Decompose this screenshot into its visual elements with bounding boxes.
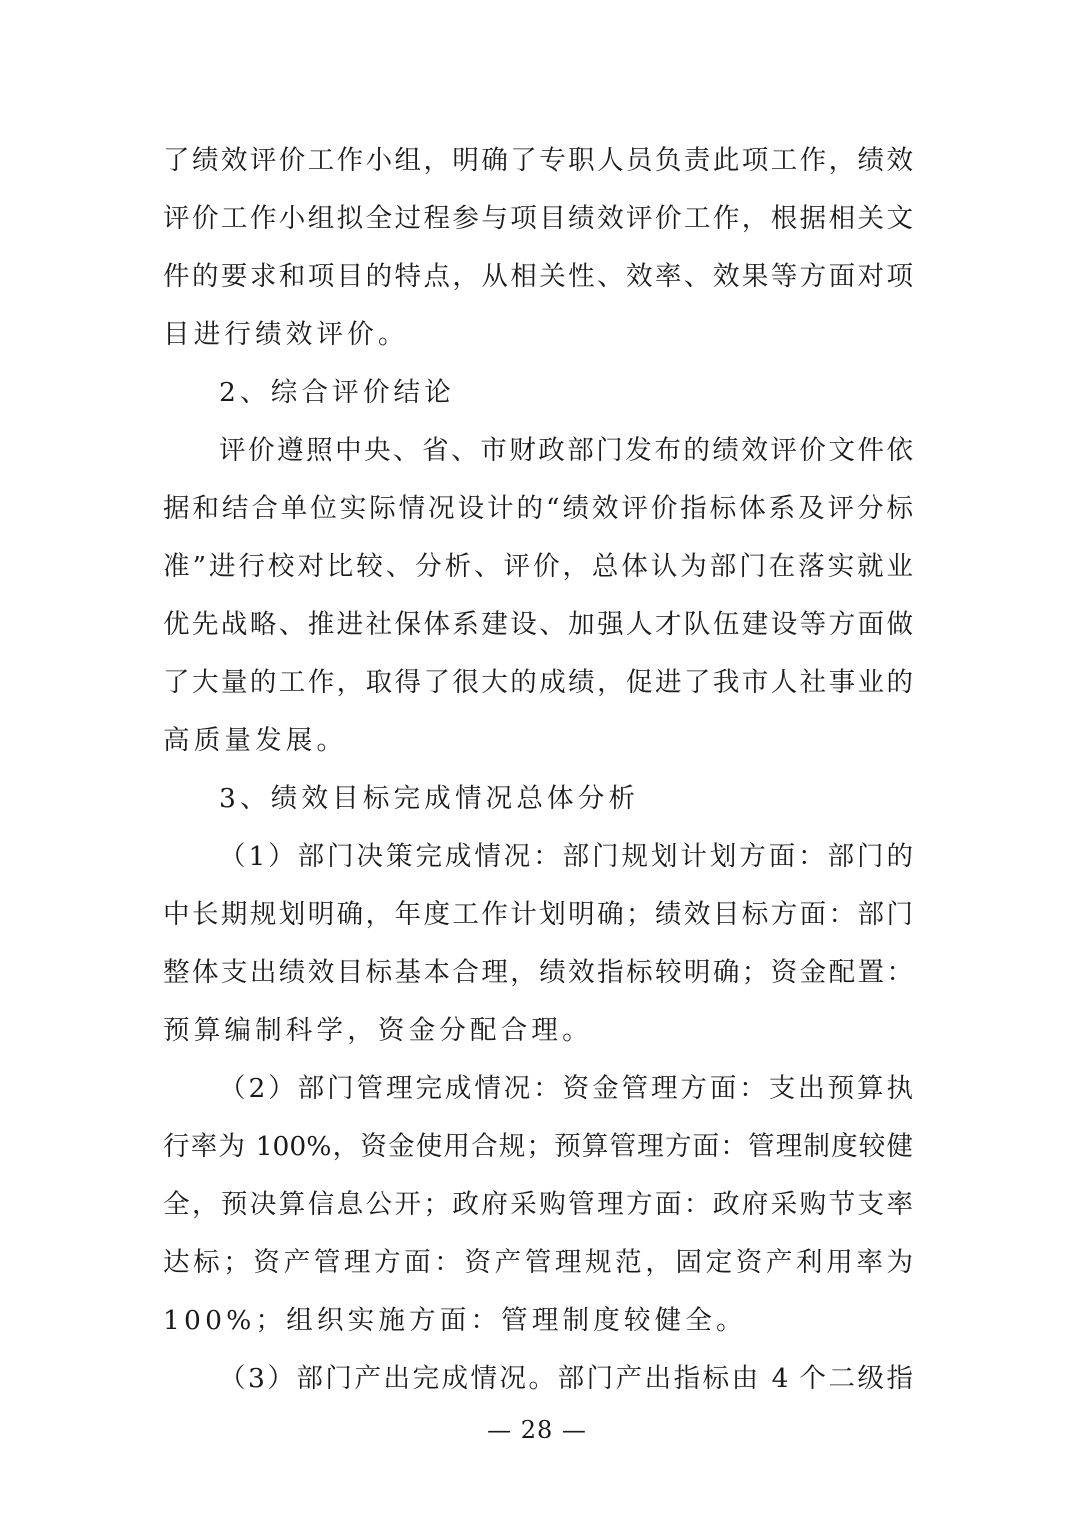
section-heading-2: 2、综合评价结论 [219, 377, 455, 408]
text-line-2: 评价工作小组拟全过程参与项目绩效评价工作，根据相关文 [163, 203, 913, 234]
text-line-17: （2）部门管理完成情况：资金管理方面：支出预算执 [219, 1073, 913, 1104]
page-number: — 28 — [487, 1416, 587, 1444]
section-heading-3: 3、绩效目标完成情况总体分析 [219, 783, 640, 814]
text-line-15: 整体支出绩效目标基本合理，绩效指标较明确；资金配置： [163, 957, 913, 988]
text-line-20: 达标；资产管理方面：资产管理规范，固定资产利用率为 [163, 1247, 913, 1278]
text-line-9: 优先战略、推进社保体系建设、加强人才队伍建设等方面做 [163, 609, 913, 640]
text-line-13: （1）部门决策完成情况：部门规划计划方面：部门的 [219, 841, 913, 872]
text-line-1: 了绩效评价工作小组，明确了专职人员负责此项工作，绩效 [163, 145, 913, 176]
text-line-11: 高质量发展。 [163, 725, 348, 756]
text-line-10: 了大量的工作，取得了很大的成绩，促进了我市人社事业的 [163, 667, 913, 698]
text-line-7: 据和结合单位实际情况设计的“绩效评价指标体系及评分标 [163, 493, 913, 524]
text-line-14: 中长期规划明确，年度工作计划明确；绩效目标方面：部门 [163, 899, 913, 930]
text-line-19: 全，预决算信息公开；政府采购管理方面：政府采购节支率 [163, 1189, 913, 1220]
text-line-22: （3）部门产出完成情况。部门产出指标由 4 个二级指 [219, 1363, 913, 1394]
text-line-8: 准”进行校对比较、分析、评价，总体认为部门在落实就业 [163, 551, 913, 582]
text-line-21: 100%；组织实施方面：管理制度较健全。 [163, 1305, 747, 1336]
text-line-18: 行率为 100%，资金使用合规；预算管理方面：管理制度较健 [163, 1131, 913, 1162]
text-line-16: 预算编制科学，资金分配合理。 [163, 1015, 593, 1046]
text-line-3: 件的要求和项目的特点，从相关性、效率、效果等方面对项 [163, 261, 913, 292]
text-line-4: 目进行绩效评价。 [163, 319, 409, 350]
text-line-6: 评价遵照中央、省、市财政部门发布的绩效评价文件依 [219, 435, 913, 466]
